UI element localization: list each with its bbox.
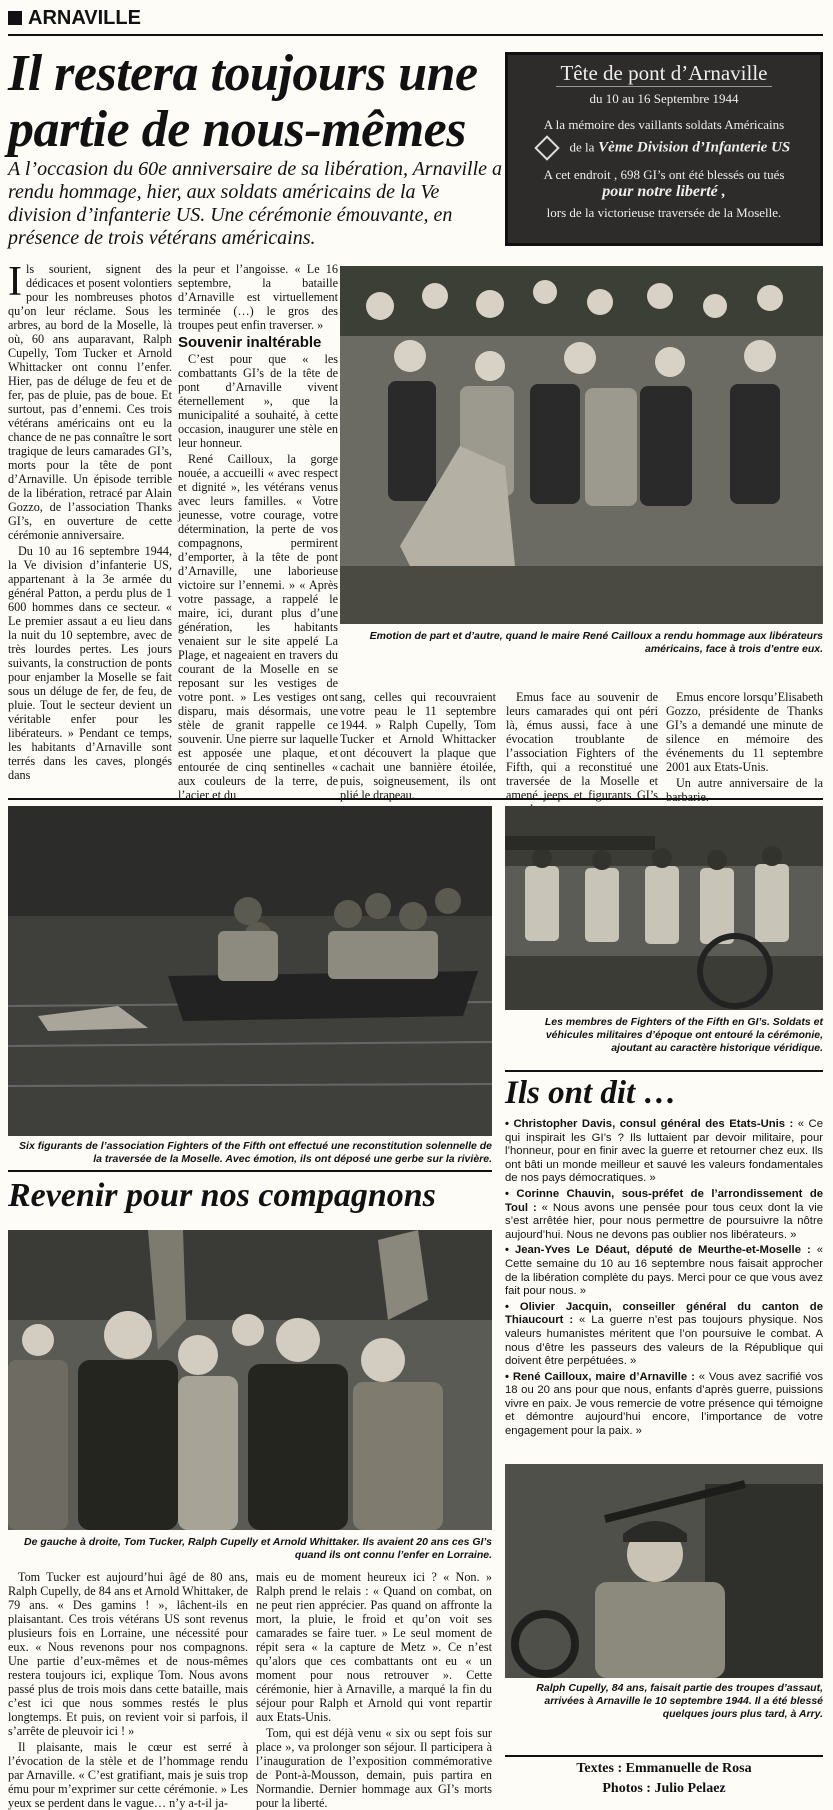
second-top-rule — [8, 1170, 492, 1172]
middle-rule — [8, 798, 823, 800]
crowd-photo — [340, 266, 823, 624]
quote-text: « Vous avez sacrifié vos 18 ou 20 ans pour que nous, enfants d’après guerre, puissions vivre en paix. Je vous remercie de votre présence qui témoigne et démontre aujourd’hui encore, l’importance de votre engagement pour la paix. » — [505, 1370, 823, 1438]
veterans-photo — [8, 1230, 492, 1530]
quote-speaker: René Cailloux, maire d’Arnaville : — [512, 1370, 695, 1383]
quote-item — [505, 1118, 823, 1186]
salute-photo — [505, 1464, 823, 1678]
credits-texts: Textes : Emmanuelle de Rosa — [576, 1761, 752, 1776]
article-column-1 — [8, 259, 172, 790]
plaque-title: Tête de pont d’Arnaville — [556, 61, 771, 87]
quote-item — [505, 1371, 823, 1439]
section-label: ARNAVILLE — [28, 6, 141, 29]
second-headline: Revenir pour nos compagnons — [8, 1177, 436, 1214]
plaque-division-row — [508, 139, 820, 157]
plaque-line-3: A cet endroit , 698 GI’s ont été blessés ou tués — [543, 167, 785, 182]
plaque-photo — [505, 52, 823, 246]
quote-text: « Nous avons une pensée pour tous ceux dont la vie s’est arrêtée hier, pour nous permettre de poursuivre la nôtre aujourd’hui. Nous ne devons pas oublier nos libérateurs. » — [505, 1201, 823, 1241]
drop-cap: I — [8, 259, 22, 305]
plaque-line-1: A la mémoire des vaillants soldats Américains — [543, 117, 785, 132]
article-column-2 — [178, 262, 338, 802]
quote-item — [505, 1188, 823, 1242]
paragraph: René Cailloux, la gorge nouée, a accueilli « avec respect et dignité », les vétérans venus avec leurs familles. « Votre jeunesse, votre courage, votre détermination, la perte de vos compagnons, permirent d’emporter, à la tête de pont d’Arnaville, une laborieuse victoire sur l’ennemi. » « Après votre passage, a rappelé le maire, ici, durant plus d’une génération, les habitants venaient sur le site appelé La Plage, et nageaient en travers du courant de la Moselle en se reposant sur les vestiges de votre pont. » Les vestiges ont disparu, mais désormais, une stèle de granit rappelle ce souvenir. Une pierre sur laquelle est apposée une plaque, et entourée de cinq sentinelles « aux couleurs de la terre, de l’acier et du — [178, 452, 338, 802]
paragraph: Il plaisante, mais le cœur est serré à l’évocation de la stèle et de l’hommage rendu par Arnaville. « C’est gratifiant, mais je suis trop ému pour m’exprimer sur cette cérémonie. » Les yeux se perdent dans le vague… n’y a-t-il ja- — [8, 1740, 248, 1810]
plaque-dates: du 10 au 16 Septembre 1944 — [589, 91, 739, 106]
caption-veterans: De gauche à droite, Tom Tucker, Ralph Cupelly et Arnold Whittaker. Ils avaient 20 ans ces GI’s quand ils ont connu l’enfer en Lorraine. — [24, 1536, 492, 1561]
quote-speaker: Christopher Davis, consul général des Etats-Unis : — [513, 1118, 794, 1130]
credits-box — [505, 1755, 823, 1807]
quote-item — [505, 1301, 823, 1369]
second-column-2 — [256, 1570, 492, 1810]
paragraph: la peur et l’angoisse. « Le 16 septembre, la bataille d’Arnaville est virtuellement terminée (…) le gros des troupes peut enfin traverser. » — [178, 262, 338, 332]
quote-item — [505, 1244, 823, 1298]
quotes-list — [505, 1118, 823, 1458]
paragraph: Emus face au souvenir de leurs camarades qui ont péri là, émus aussi, face à une évocation troublante de l’association Fighters of the Fifth, qui a reconstitué une traversée de la Moselle et amené jeeps et figurants GI’s — [506, 690, 658, 802]
paragraph-text: ls sourient, signent des dédicaces et posent volontiers pour les nombreuses photos qu’on leur réclame. Sous les arbres, au bord de la Moselle, là où, 60 ans auparavant, Ralph Cupelly, Tom Tucker et Arnold Whittacker ont connu l’enfer. Hier, pas de déluge de feu et de fer, pas de pluie, pas de boue. Et surtout, pas d’ennemi. Ces trois vétérans américains ont eu la chance de ne pas connaître le sort tragique de leurs camarades GI’s, morts pour la tête de pont d’Arnaville. Un épisode terrible de la libération, retracé par Alain Gozzo, de l’association Thanks GI’s, en ouverture de cette cérémonie anniversaire. — [8, 262, 172, 542]
plaque-line-5: lors de la victorieuse traversée de la Moselle. — [546, 205, 782, 220]
section-square-icon — [8, 11, 22, 25]
subheading: Souvenir inaltérable — [178, 334, 322, 351]
top-rule — [8, 34, 823, 36]
paragraph: Un autre anniversaire de la barbarie. — [666, 776, 823, 804]
article-column-5 — [666, 690, 823, 804]
quotes-top-rule — [505, 1070, 823, 1072]
soldiers-photo — [505, 806, 823, 1010]
diamond-insignia-icon — [534, 135, 559, 160]
paragraph: Tom Tucker est aujourd’hui âgé de 80 ans, Ralph Cupelly, de 84 ans et Arnold Whittaker, de 79 ans. « Des gamins ! », lâchent-ils en plaisantant. Ces trois vétérans US sont revenus plusieurs fois en Lorraine, une nécessité pour eux. « Nous revenons pour nos compagnons. Une partie d’eux-mêmes et de nous-mêmes restera toujours ici, explique Tom. Nous avons passé plus de trois mois dans cette bataille, mais c’est ici que nous sommes restés le plus longtemps. Et puis, on revient voir si parfois, il s’arrête de pleuvoir ici ! » — [8, 1570, 248, 1738]
quote-speaker: Olivier Jacquin, conseiller général du canton de Thiaucourt : — [505, 1300, 823, 1327]
quote-text: « Cette semaine du 10 au 16 septembre nous faisait approcher de la libération complète du pays. Merci pour ce que vous avez fait pour nous. » — [505, 1244, 823, 1298]
paragraph: Emus encore lorsqu’Elisabeth Gozzo, présidente de Thanks GI’s a demandé une minute de silence en mémoire des événements du 11 septembre 2001 aux Etats-Unis. — [666, 690, 823, 774]
caption-crowd: Emotion de part et d’autre, quand le maire René Cailloux a rendu hommage aux libérateurs américains, face à trois d’entre eux. — [369, 630, 823, 655]
paragraph: C’est pour que « les combattants GI’s de la tête de pont d’Arnaville vivent éternellement », que la municipalité a souhaité, à cette occasion, inaugurer une stèle en leur honneur. — [178, 352, 338, 450]
caption-soldiers: Les membres de Fighters of the Fifth en GI’s. Soldats et véhicules militaires d’époque ont entouré la cérémonie, ajoutant au caractère historique véridique. — [544, 1016, 823, 1054]
quote-speaker: Jean-Yves Le Déaut, député de Meurthe-et-Moselle : — [514, 1244, 811, 1257]
caption-salute: Ralph Cupelly, 84 ans, faisait partie des troupes d’assaut, arrivées à Arnaville le 10 septembre 1944. Il a été blessé quelques jours plus tard, à Arry. — [536, 1682, 823, 1720]
paragraph: sang, celles qui recouvraient votre peau le 11 septembre 1944. » Ralph Cupelly, Tom Tucker et Arnold Whittacker ont découvert la plaque que cachait une bannière étoilée, puis, soigneusement, ils ont plié le drapeau. — [340, 690, 496, 802]
quote-speaker: Corinne Chauvin, sous-préfet de l’arrondissement de Toul : — [505, 1187, 823, 1214]
paragraph: mais eu de moment heureux ici ? « Non. » Ralph prend le relais : « Quand on combat, on ne peut rien apprécier. Pas quand on affronte la mort, la pluie, le froid et qu’on voit ses camarades se faire tuer. » Le seul moment de répit sera « la capture de Metz ». Ce n’est qu’alors que ces combattants ont eu « un moment pour nous retrouver ». Cette cérémonie, hier à Arnaville, a marqué la fin du séjour pour Ralph et Arnold qui vont repartir aux Etats-Unis. — [256, 1570, 492, 1724]
quote-text: « La guerre n’est pas toujours physique. Nos valeurs humanistes méritent que l’on poursuive le combat. A nous d’être les passeurs des valeurs de la République qui doivent être perpétuées. » — [505, 1314, 823, 1368]
second-column-1 — [8, 1570, 248, 1810]
section-tag — [8, 6, 308, 30]
article-column-3 — [340, 690, 496, 802]
paragraph: Tom, qui est déjà venu « six ou sept fois sur place », va prolonger son séjour. Il participera à l’inauguration de l’exposition commémorative de Pont-à-Mousson, demain, puis partira en Normandie. Dernier hommage aux GI’s morts pour la liberté. — [256, 1726, 492, 1810]
plaque-line-4: pour notre liberté , — [602, 183, 726, 200]
credits-photos: Photos : Julio Pelaez — [602, 1781, 726, 1796]
headline: Il restera toujours une partie de nous-mêmes — [8, 45, 478, 158]
boat-photo — [8, 806, 492, 1136]
quotes-title: Ils ont dit … — [505, 1075, 677, 1111]
caption-boat: Six figurants de l’association Fighters of the Fifth ont effectué une reconstitution solennelle de la traversée de la Moselle. Avec émotion, ils ont déposé une gerbe sur la rivière. — [19, 1140, 492, 1165]
plaque-line-2-prefix: de la — [569, 139, 595, 155]
paragraph: Du 10 au 16 septembre 1944, la Ve division d’infanterie US, appartenant à la 3e armée du général Patton, a perdu plus de 1 600 hommes dans ce secteur. « Le premier assaut a eu lieu dans la nuit du 10 septembre, avec de très lourdes pertes. Les jours suivants, la construction de ponts pour enjamber la Moselle se fait sous un déluge de fer, de feu, de pluie. Tout le secteur devient un véritable enfer pour les libérateurs. » Pendant ce temps, les habitants d’Arnaville sont terrés dans les caves, plongés dans — [8, 544, 172, 782]
deck: A l’occasion du 60e anniversaire de sa libération, Arnaville a rendu hommage, hier, aux soldats américains de la Ve division d’infanterie US. Une cérémonie émouvante, en présence de trois vétérans américains. — [8, 158, 503, 249]
plaque-division: Vème Division d’Infanterie US — [598, 139, 791, 156]
quote-text: « Ce qui inspirait les GI’s ? Ils luttaient par devoir militaire, pour l’honneur, pour en finir avec la guerre et retourner chez eux. Ils ont bâti un monde meilleur et sauvé les valeurs fondamentales de nos pays démocratiques. » — [505, 1118, 823, 1185]
article-column-4 — [506, 690, 658, 802]
paragraph — [8, 259, 172, 542]
